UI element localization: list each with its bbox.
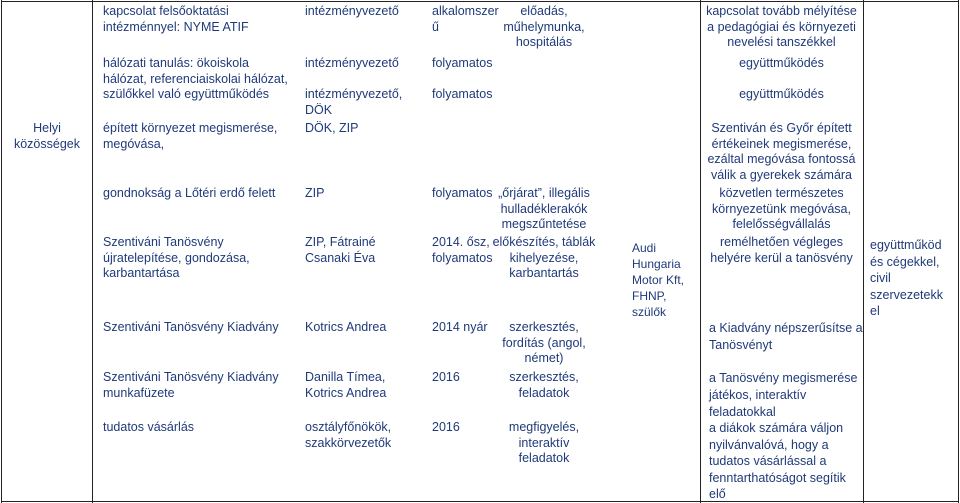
row-3-result: Szentiván és Győr épített értékeinek megismerése, ezáltal megóvása fontossá válik a gyerekek számára: [707, 121, 856, 182]
grid-line: [958, 0, 959, 503]
row-6-result: a Kiadvány népszerűsítse a Tanösvényt: [709, 321, 863, 352]
row-7-time: 2016: [432, 370, 460, 384]
grid-line: [1, 1, 959, 2]
row-6-responsible: Kotrics Andrea: [305, 320, 387, 334]
row-7-responsible: Danilla Tímea, Kotrics Andrea: [305, 370, 387, 400]
row-8-result: a diákok számára váljon nyilvánvalóvá, hogy a tudatos vásárlással a fenntarthatóságot segítik elő: [709, 421, 846, 501]
row-8-time: 2016: [432, 420, 460, 434]
row-1-activity: hálózati tanulás: ökoiskola hálózat, referenciaiskolai hálózat, szülőkkel való együttműködés: [103, 56, 288, 101]
row-8-activity: tudatos vásárlás: [103, 420, 195, 434]
row-7-activity: Szentiváni Tanösvény Kiadvány munkafüzete: [103, 370, 279, 400]
group-label: Helyi közösségek: [13, 121, 80, 151]
row-4-time: folyamatos: [432, 186, 493, 200]
row-5-partner: Audi Hungaria Motor Kft, FHNP, szülők: [632, 241, 685, 319]
row-5-responsible: ZIP, Fátrainé Csanaki Éva: [305, 235, 376, 265]
row-2-result: együttműködés: [739, 87, 824, 101]
row-3-activity: épített környezet megismerése, megóvása,: [103, 121, 278, 151]
row-8-responsible: osztályfőnökök, szakkörvezetők: [305, 420, 392, 450]
row-1-time: folyamatos: [432, 56, 493, 70]
row-1-result: együttműködés: [739, 56, 824, 70]
row-8-method: megfigyelés, interaktív feladatok: [508, 420, 580, 465]
row-6-activity: Szentiváni Tanösvény Kiadvány: [103, 320, 279, 334]
row-6-time: 2014 nyár: [432, 320, 488, 334]
row-0-time: alkalomszer ű: [432, 4, 499, 34]
grid-line: [1, 0, 2, 503]
row-0-responsible: intézményvezető: [305, 4, 399, 18]
row-5-method: előkészítés, táblák kihelyezése, karbantartás: [492, 235, 596, 280]
row-4-activity: gondnokság a Lőtéri erdő felett: [103, 186, 276, 200]
row-0-method: előadás, műhelymunka, hospitálás: [503, 4, 585, 49]
row-7-method: szerkesztés, feladatok: [509, 370, 579, 400]
row-7-result: a Tanösvény megismerése játékos, interaktív feladatokkal: [709, 371, 858, 419]
row-2-responsible: intézményvezető, DÖK: [305, 87, 403, 117]
row-5-activity: Szentiváni Tanösvény újratelepítése, gondozása, karbantartása: [103, 235, 250, 280]
row-6-method: szerkesztés, fordítás (angol, német): [502, 320, 586, 365]
row-5-extra: együttműköd és cégekkel, civil szervezetekk el: [870, 238, 943, 318]
row-5-result: remélhetően végleges helyére kerül a tanösvény: [710, 235, 853, 265]
row-0-activity: kapcsolat felsőoktatási intézménnyel: NYME ATIF: [103, 4, 249, 34]
row-4-responsible: ZIP: [305, 186, 325, 200]
grid-line: [92, 0, 93, 503]
row-1-responsible: intézményvezető: [305, 56, 399, 70]
grid-line: [863, 0, 864, 503]
row-0-result: kapcsolat tovább mélyítése a pedagógiai és környezeti nevelési tanszékkel: [706, 4, 857, 49]
row-2-time: folyamatos: [432, 87, 493, 101]
row-4-method: „őrjárat”, illegális hulladéklerakók megszűntetése: [498, 186, 590, 231]
row-3-responsible: DÖK, ZIP: [305, 121, 359, 135]
row-5-time: 2014. ősz, folyamatos: [432, 235, 493, 265]
row-4-result: közvetlen természetes környezetünk megóvása, felelősségvállalás: [712, 186, 851, 231]
